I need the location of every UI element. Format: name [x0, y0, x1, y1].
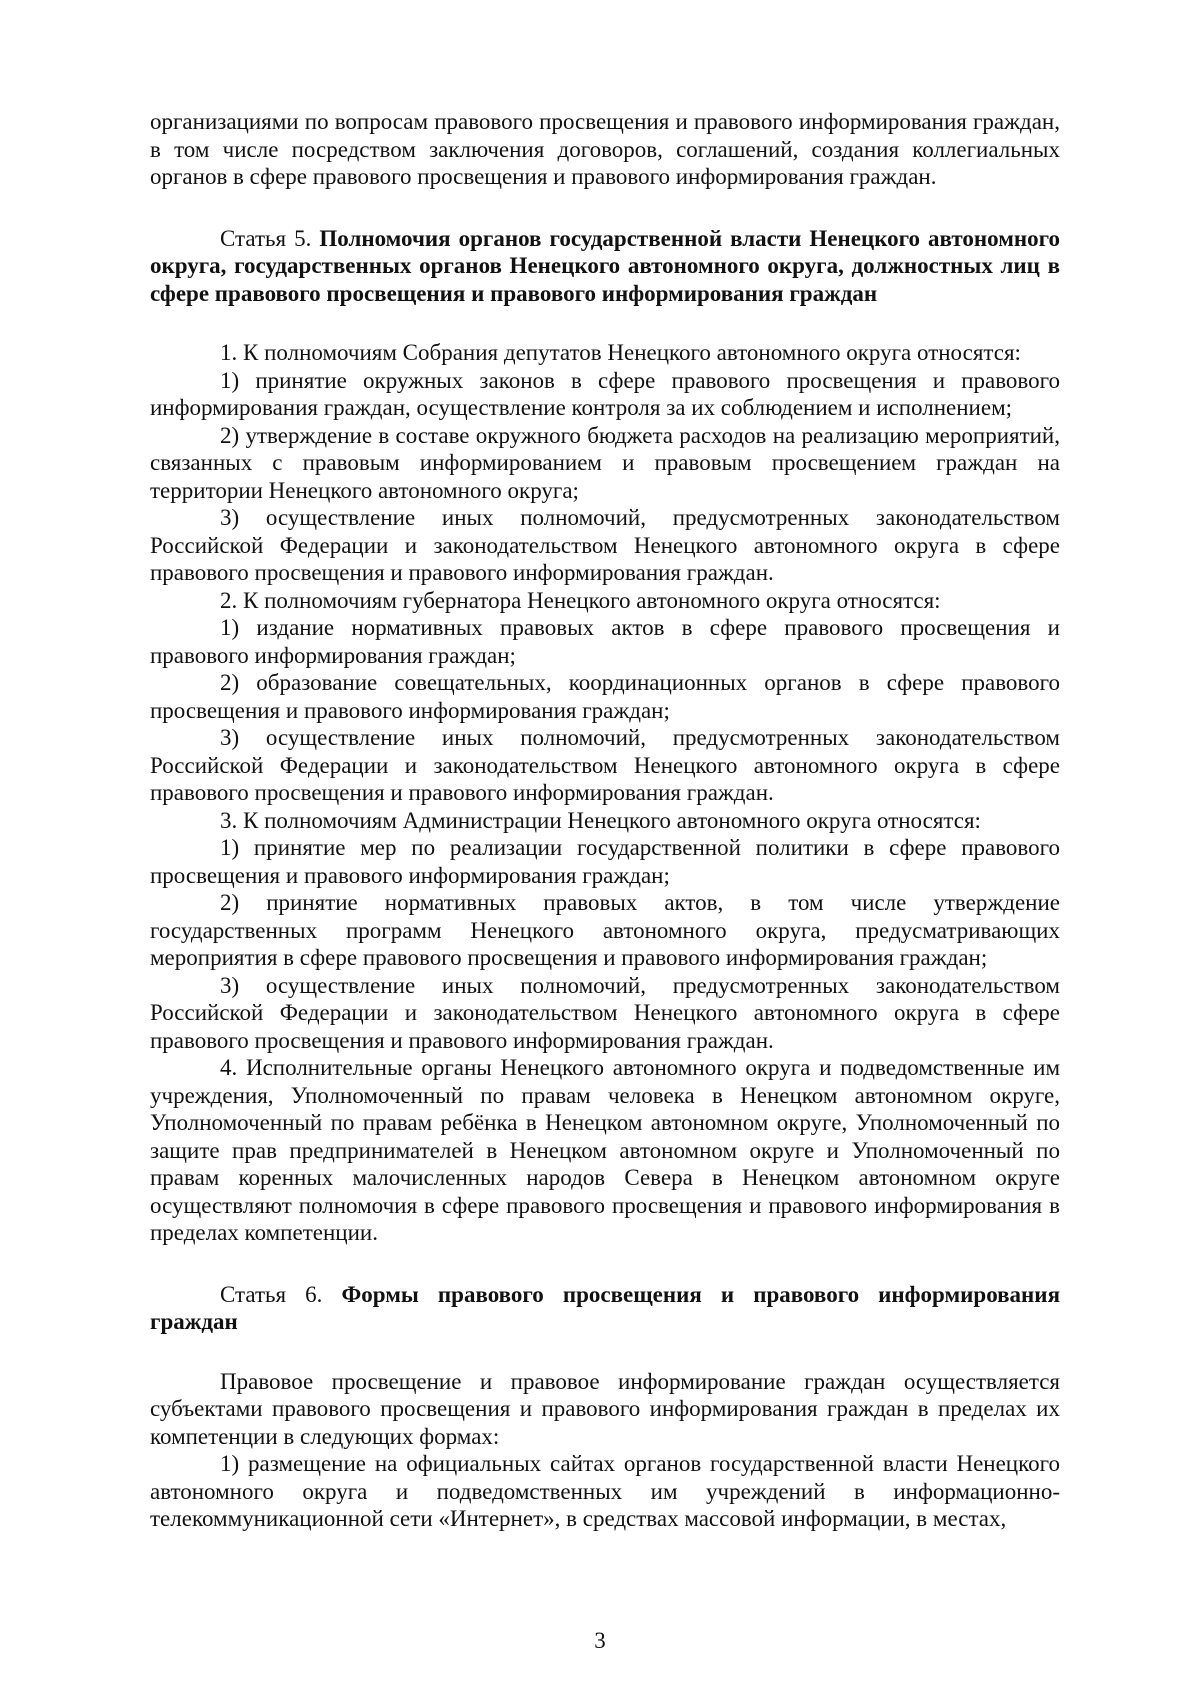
article-6-heading	[150, 1281, 1060, 1336]
article-5-paragraph: 2) принятие нормативных правовых актов, в том числе утверждение государственных программ Ненецкого автономного округа, предусматривающих мероприятия в сфере правового просвещения и правового информирования граждан;	[150, 890, 1060, 970]
article-5-paragraph: 3. К полномочиям Администрации Ненецкого автономного округа относятся:	[220, 807, 981, 833]
article-5-title: Полномочия органов государственной власти Ненецкого автономного округа, государственных органов Ненецкого автономного округа, должностных лиц в сфере правового просвещения и правового информирования граждан	[150, 225, 1060, 306]
article-5-body	[150, 339, 1060, 1247]
article-5-paragraph: 1) принятие окружных законов в сфере правового просвещения и правового информирования граждан, осуществление контроля за их соблюдением и исполнением;	[150, 367, 1060, 420]
article-5-paragraph: 1. К полномочиям Собрания депутатов Ненецкого автономного округа относятся:	[220, 340, 1021, 365]
article-5-paragraph: 1) издание нормативных правовых актов в сфере правового просвещения и правового информирования граждан;	[150, 615, 1060, 668]
document-page	[150, 108, 1060, 1668]
article-5-label: Статья 5.	[220, 225, 312, 251]
article-5-paragraph: 2) образование совещательных, координационных органов в сфере правового просвещения и правового информирования граждан;	[150, 670, 1060, 723]
article-6-body	[150, 1368, 1060, 1533]
article-6-title: Формы правового просвещения и правового информирования граждан	[150, 1281, 1061, 1334]
article-5-paragraph: 3) осуществление иных полномочий, предусмотренных законодательством Российской Федерации и законодательством Ненецкого автономного округа в сфере правового просвещения и правового информирования граждан.	[150, 505, 1060, 585]
intro-paragraph: организациями по вопросам правового просвещения и правового информирования граждан, в том числе посредством заключения договоров, соглашений, создания коллегиальных органов в сфере правового просвещения и правового информирования граждан.	[150, 109, 1060, 189]
article-5-paragraph: 1) принятие мер по реализации государственной политики в сфере правового просвещения и правового информирования граждан;	[150, 835, 1060, 888]
article-5-heading	[150, 225, 1060, 308]
page-number: 3	[594, 1628, 606, 1653]
article-6-label: Статья 6.	[220, 1281, 323, 1307]
article-6-paragraph: Правовое просвещение и правовое информирование граждан осуществляется субъектами правового просвещения и правового информирования граждан в пределах их компетенции в следующих формах:	[150, 1368, 1060, 1449]
article-5-paragraph: 3) осуществление иных полномочий, предусмотренных законодательством Российской Федерации и законодательством Ненецкого автономного округа в сфере правового просвещения и правового информирования граждан.	[150, 725, 1060, 805]
article-5-paragraph: 2) утверждение в составе окружного бюджета расходов на реализацию мероприятий, связанных с правовым информированием и правовым просвещением граждан на территории Ненецкого автономного округа;	[150, 422, 1060, 503]
article-5-paragraph: 4. Исполнительные органы Ненецкого автономного округа и подведомственные им учреждения, Уполномоченный по правам человека в Ненецком автономном округе, Уполномоченный по правам ребёнка в Ненецком автономном округе, Уполномоченный по защите прав предпринимателей в Ненецком автономном округе и Уполномоченный по правам коренных малочисленных народов Севера в Ненецком автономном округе осуществляют полномочия в сфере правового просвещения и правового информирования в пределах компетенции.	[150, 1055, 1060, 1245]
article-6-paragraph: 1) размещение на официальных сайтах органов государственной власти Ненецкого автономного округа и подведомственных им учреждений в информационно-телекоммуникационной сети «Интернет», в средствах массовой информации, в местах,	[150, 1451, 1060, 1531]
article-5-paragraph: 3) осуществление иных полномочий, предусмотренных законодательством Российской Федерации и законодательством Ненецкого автономного округа в сфере правового просвещения и правового информирования граждан.	[150, 972, 1060, 1053]
article-5-paragraph: 2. К полномочиям губернатора Ненецкого автономного округа относятся:	[220, 587, 941, 613]
